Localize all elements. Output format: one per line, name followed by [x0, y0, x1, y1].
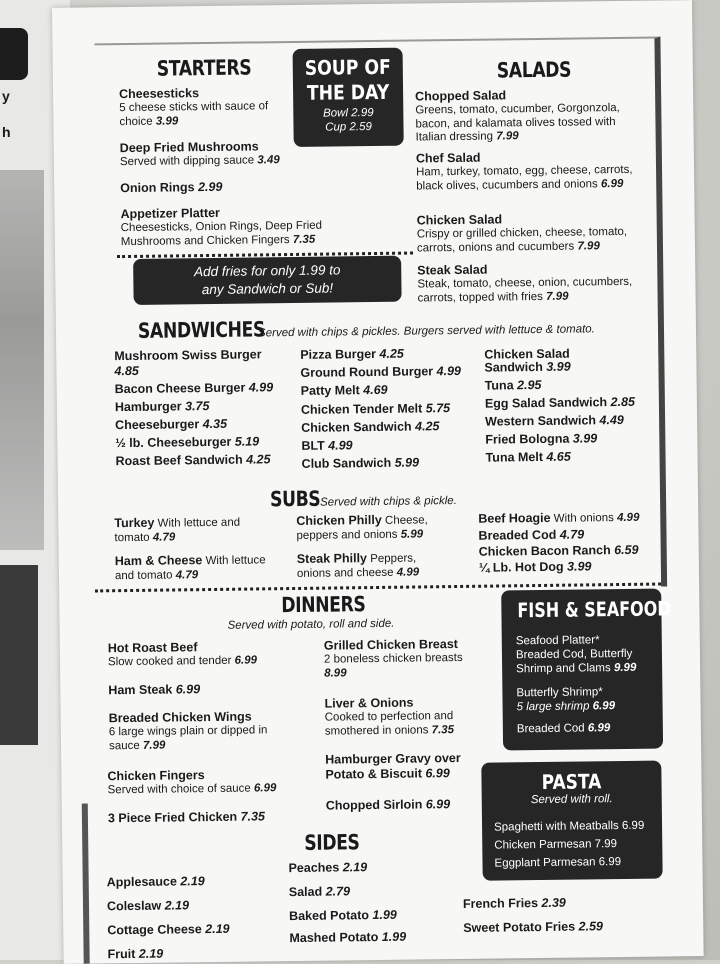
subs-subtitle: Served with chips & pickle.: [320, 495, 457, 509]
sandwiches-heading: SANDWICHES: [137, 317, 266, 343]
menu-item: Egg Salad Sandwich 2.85: [484, 394, 636, 411]
item-name: Mushroom Swiss Burger: [114, 347, 262, 364]
underlying-edge-letter: h: [2, 124, 11, 140]
menu-item: [120, 204, 355, 249]
menu-item: [120, 139, 320, 170]
menu-item: Beef Hoagie With onions 4.99: [478, 510, 640, 526]
pasta-heading: PASTA: [541, 769, 602, 794]
fries-promo-box: [133, 256, 402, 305]
item-name: Onion Rings 2.99: [120, 179, 223, 196]
menu-item: Bacon Cheese Burger 4.99: [114, 380, 274, 397]
menu-item: Breaded Chicken Wings 6 large wings plain or dipped in sauce 7.99: [108, 709, 268, 752]
underlying-photo: [0, 170, 44, 550]
item-desc: Steak, tomato, cheese, onion, cucumbers, carrots, topped with fries 7.99: [417, 275, 633, 304]
menu-item: Breaded Cod 4.79: [478, 527, 585, 543]
menu-item: Chicken Fingers Served with choice of sauce 6.99: [107, 768, 277, 797]
menu-item: ½ lb. Cheeseburger 5.19: [115, 434, 260, 451]
menu-item: 3 Piece Fried Chicken 7.35: [107, 809, 266, 826]
menu-item: Chicken Tender Melt 5.75: [300, 401, 451, 417]
item-name: Chicken Salad Sandwich 3.99: [484, 346, 571, 375]
menu-item: Fried Bologna 3.99: [485, 431, 598, 447]
menu-item: Roast Beef Sandwich 4.25: [115, 452, 271, 469]
menu-item: [484, 347, 604, 374]
menu-item: Seafood Platter* Breaded Cod, Butterfly Shrimp and Clams 9.99: [515, 634, 637, 676]
menu-item: Club Sandwich 5.99: [301, 455, 420, 471]
menu-item: Patty Melt 4.69: [300, 382, 388, 398]
soup-cup-price: Cup 2.59: [325, 121, 372, 134]
menu-item: BLT 4.99: [301, 438, 353, 453]
pasta-items: [494, 817, 645, 873]
dinners-heading: DINNERS: [281, 592, 366, 618]
menu-item: [415, 87, 644, 145]
menu-item: Baked Potato 1.99: [289, 907, 397, 924]
menu-item: Tuna Melt 4.65: [485, 449, 571, 465]
salads-heading: SALADS: [496, 57, 572, 83]
sides-heading: SIDES: [304, 830, 360, 855]
menu-item: Sweet Potato Fries 2.59: [463, 919, 604, 935]
menu-item: Ham & Cheese With lettuce and tomato 4.79: [114, 553, 266, 582]
fish-heading: FISH & SEAFOOD: [517, 596, 671, 623]
menu-item: Butterfly Shrimp* 5 large shrimp 6.99: [516, 686, 616, 714]
menu-page: [52, 0, 704, 964]
menu-item: [119, 85, 295, 129]
menu-item: Applesauce 2.19: [106, 874, 205, 890]
menu-item: Cheeseburger 4.35: [115, 416, 228, 433]
menu-item: Chicken Bacon Ranch 6.59: [478, 542, 639, 559]
pasta-box: [481, 761, 662, 881]
menu-item: Tuna 2.95: [484, 377, 542, 393]
menu-item: [114, 347, 294, 379]
pasta-subtitle: Served with roll.: [530, 793, 613, 807]
subs-heading: SUBS: [269, 486, 321, 512]
sandwiches-subtitle: Served with chips & pickles. Burgers served with lettuce & tomato.: [257, 323, 595, 340]
item-name: Chopped Salad: [415, 88, 507, 104]
menu-item: French Fries 2.39: [462, 895, 566, 911]
item-price: 4.85: [114, 363, 139, 379]
soup-bowl-price: Bowl 2.99: [322, 106, 374, 120]
menu-item: Steak Philly Peppers, onions and cheese 4.99: [296, 551, 420, 580]
underlying-edge-letter: y: [2, 88, 10, 104]
menu-item: Peaches 2.19: [288, 860, 368, 876]
menu-item: Salad 2.79: [288, 884, 351, 900]
menu-item: Eggplant Parmesan 6.99: [494, 856, 622, 870]
soup-of-the-day-box: [293, 48, 404, 147]
menu-item: Chicken Parmesan 7.99: [494, 838, 618, 852]
item-name: Cheesesticks: [118, 86, 200, 102]
item-desc: Greens, tomato, cucumber, Gorgonzola, bacon, and kalamata olives tossed with Italian dressing 7.99: [415, 101, 620, 144]
item-name: Chicken Salad: [416, 212, 503, 228]
menu-item: Western Sandwich 4.49: [485, 412, 624, 429]
menu-item: Turkey With lettuce and tomato 4.79: [114, 515, 241, 544]
menu-item: Chopped Sirloin 6.99: [325, 797, 451, 813]
underlying-dark-block: [0, 565, 38, 745]
menu-item: [417, 211, 639, 256]
menu-item: [417, 261, 639, 306]
item-name: Steak Salad: [417, 262, 488, 278]
item-name: Chef Salad: [415, 150, 481, 166]
item-name: Appetizer Platter: [120, 205, 220, 222]
menu-item: Coleslaw 2.19: [106, 898, 190, 914]
menu-item: Liver & Onions Cooked to perfection and smothered in onions 7.35: [324, 695, 455, 738]
promo-line: Add fries for only 1.99 to: [193, 262, 341, 280]
menu-item: Cottage Cheese 2.19: [107, 921, 230, 938]
dinners-subtitle: Served with potato, roll and side.: [227, 617, 395, 632]
menu-item: Mashed Potato 1.99: [289, 929, 407, 946]
underlying-dark-tab: [0, 28, 28, 80]
menu-item: Fruit 2.19: [107, 946, 164, 962]
item-desc: Crispy or grilled chicken, cheese, tomato, carrots, onions and cucumbers 7.99: [416, 225, 628, 254]
sides-border-bar: [82, 804, 90, 964]
menu-item: [120, 180, 222, 196]
menu-item: Grilled Chicken Breast 2 boneless chicken breasts 8.99: [323, 636, 463, 680]
menu-item: Hot Roast Beef Slow cooked and tender 6.99: [107, 640, 258, 669]
menu-item: Hamburger 3.75: [114, 399, 210, 415]
promo-line: any Sandwich or Sub!: [201, 280, 334, 298]
item-desc: 5 cheese sticks with sauce of choice 3.99: [119, 100, 269, 128]
item-desc: Ham, turkey, tomato, egg, cheese, carrots, black olives, cucumbers and onions 6.99: [415, 163, 633, 192]
menu-item: ¼ Lb. Hot Dog 3.99: [478, 559, 592, 575]
soup-title: SOUP OF: [304, 54, 391, 80]
soup-title: THE DAY: [306, 79, 390, 105]
fish-seafood-box: [501, 589, 671, 751]
menu-item: Breaded Cod 6.99: [516, 722, 611, 736]
menu-item: Chicken Sandwich 4.25: [301, 419, 440, 435]
menu-item: Hamburger Gravy over Potato & Biscuit 6.99: [325, 750, 461, 782]
menu-item: Chicken Philly Cheese, peppers and onions 5.99: [296, 512, 428, 542]
item-desc: Cheesesticks, Onion Rings, Deep Fried Mushrooms and Chicken Fingers 7.35: [120, 219, 323, 248]
item-name: Deep Fried Mushrooms: [119, 139, 259, 156]
menu-item: Ham Steak 6.99: [108, 682, 201, 698]
starters-heading: STARTERS: [156, 55, 252, 81]
menu-item: Ground Round Burger 4.99: [300, 363, 462, 380]
menu-item: [416, 149, 638, 194]
item-desc: Served with dipping sauce 3.49: [119, 154, 280, 169]
menu-item: Spaghetti with Meatballs 6.99: [493, 819, 645, 834]
menu-item: Pizza Burger 4.25: [300, 346, 404, 362]
